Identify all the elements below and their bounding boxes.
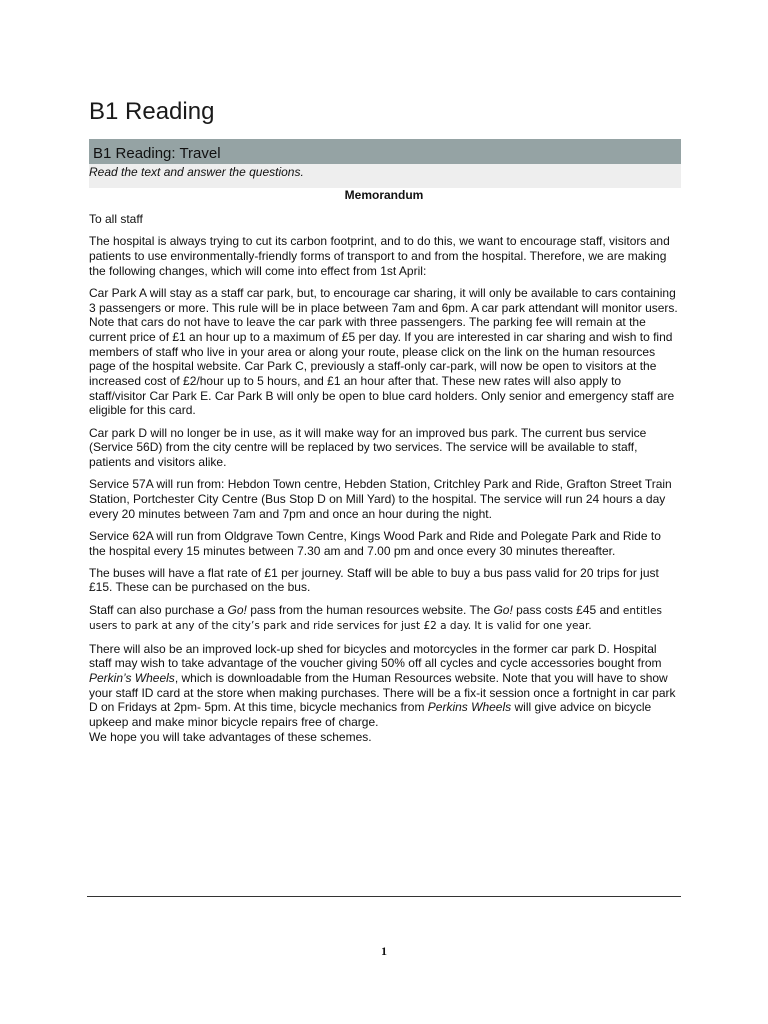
go-pass-text-4: entitles users to park at any of the city’s park and ride services for just £2 a day. It is valid for one year.: [89, 604, 662, 633]
paragraph-service-62a: Service 62A will run from Oldgrave Town Centre, Kings Wood Park and Ride and Polegate Park and Ride to the hospital every 15 minutes between 7.30 am and 7.00 pm and once every 30 minutes thereafter.: [89, 528, 661, 558]
go-pass-text-3: pass costs £45 and: [512, 602, 623, 617]
section-title-bar: B1 Reading: Travel: [89, 139, 681, 164]
memo-body: [89, 212, 679, 752]
paragraph-car-park-d: Car park D will no longer be in use, as it will make way for an improved bus park. The current bus service (Service 56D) from the city centre will be replaced by two services. The service will be available to staff, patients and visitors alike.: [89, 425, 647, 470]
instruction-text: Read the text and answer the questions.: [89, 164, 681, 188]
paragraph-fares: The buses will have a flat rate of £1 per journey. Staff will be able to buy a bus pass valid for 20 trips for just £15. These can be purchased on the bus.: [89, 565, 659, 595]
bicycles-text-3: will give advice on bicycle upkeep and make minor bicycle repairs free of charge.: [89, 700, 652, 730]
go-pass-name: Go!: [493, 602, 513, 617]
paragraph-intro: The hospital is always trying to cut its carbon footprint, and to do this, we want to encourage staff, visitors and patients to use environmentally-friendly forms of transport to and from the hospital. Therefore, we are making the following changes, which will come into effect from 1st April:: [89, 234, 670, 278]
paragraph-go-pass: [89, 603, 679, 634]
memo-salutation: To all staff: [89, 212, 143, 226]
bicycles-text-2: , which is downloadable from the Human Resources website. Note that you will have to show your staff ID card at the store when making purchases. There will be a fix-it session once a fortnight in car park D on Fridays at 2pm- 5pm. At this time, bicycle mechanics from: [89, 670, 676, 715]
paragraph-bicycles: [89, 642, 679, 730]
store-name: Perkin’s Wheels: [89, 670, 175, 685]
go-pass-text-1: Staff can also purchase a: [89, 602, 228, 617]
store-name: Perkins Wheels: [427, 700, 512, 715]
paragraph-car-parks: Car Park A will stay as a staff car park, but, to encourage car sharing, it will only be available to cars containing 3 passengers or more. This rule will be in place between 7am and 6pm. A car park attendant will monitor users. Note that cars do not have to leave the car park with three passengers. The parking fee will remain at the current price of £1 an hour up to a maximum of £5 per day. If you are interested in car sharing and wish to find members of staff who live in your area or along your route, please click on the link on the human resources page of the hospital website. Car Park C, previously a staff-only car-park, will now be open to visitors at the increased cost of £2/hour up to 5 hours, and £1 an hour after that. These new rates will also apply to staff/visitor Car Park E. Car Park B will only be open to blue card holders. Only senior and emergency staff are eligible for this card.: [89, 285, 678, 418]
go-pass-name: Go!: [227, 602, 247, 617]
go-pass-text-2: pass from the human resources website. The: [246, 602, 494, 617]
memo-closing: We hope you will take advantages of these schemes.: [89, 729, 372, 744]
footer-divider: [87, 896, 681, 897]
page-number: 1: [381, 944, 387, 958]
paragraph-service-57a: Service 57A will run from: Hebdon Town centre, Hebden Station, Critchley Park and Ride, Grafton Street Train Station, Portchester City Centre (Bus Stop D on Mill Yard) to the hospital. The service will run 24 hours a day every 20 minutes between 7am and 7pm and once an hour during the night.: [89, 477, 672, 521]
bicycles-text-1: There will also be an improved lock-up shed for bicycles and motorcycles in the former car park D. Hospital staff may wish to take advantage of the voucher giving 50% off all cycles and cycle accessories bought from: [89, 641, 662, 671]
page-title: B1 Reading: [89, 98, 215, 125]
memo-heading: Memorandum: [344, 188, 424, 202]
